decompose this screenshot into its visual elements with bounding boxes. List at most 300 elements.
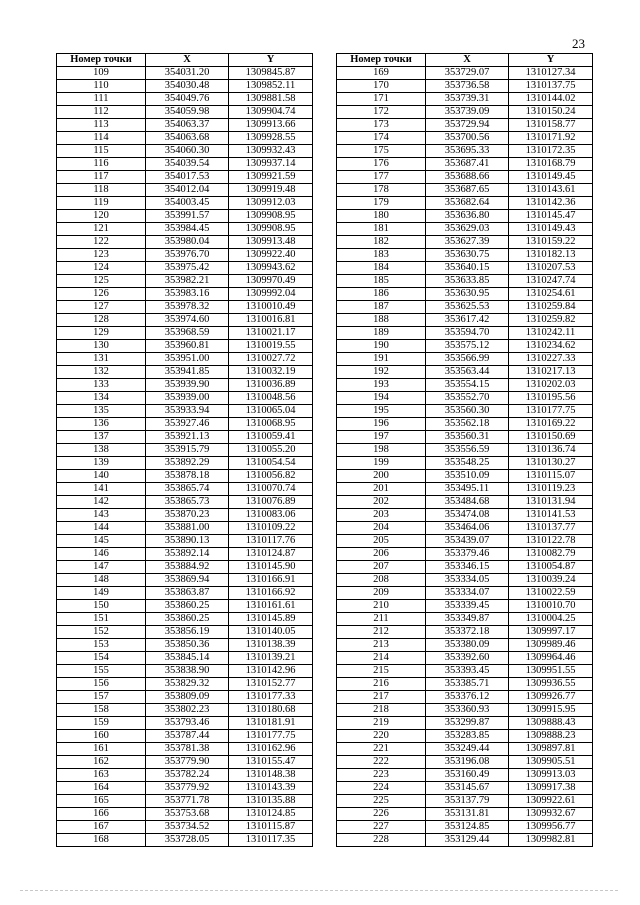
point-number-cell: 223 (337, 769, 426, 782)
point-number-cell: 175 (337, 145, 426, 158)
x-cell: 353865.73 (146, 496, 229, 509)
table-row (57, 535, 313, 548)
table-row (337, 743, 593, 756)
table-row (337, 314, 593, 327)
x-cell: 353865.74 (146, 483, 229, 496)
point-number-cell: 213 (337, 639, 426, 652)
table-row (337, 366, 593, 379)
y-cell: 1310054.54 (229, 457, 313, 470)
header-y: Y (509, 54, 593, 67)
x-cell: 354030.48 (146, 80, 229, 93)
point-number-cell: 185 (337, 275, 426, 288)
point-number-cell: 148 (57, 574, 146, 587)
point-number-cell: 114 (57, 132, 146, 145)
x-cell: 353630.75 (426, 249, 509, 262)
x-cell: 353339.45 (426, 600, 509, 613)
table-row (57, 301, 313, 314)
x-cell: 353787.44 (146, 730, 229, 743)
point-number-cell: 152 (57, 626, 146, 639)
table-row (57, 275, 313, 288)
point-number-cell: 139 (57, 457, 146, 470)
table-row (337, 652, 593, 665)
table-row (337, 574, 593, 587)
point-number-cell: 144 (57, 522, 146, 535)
y-cell: 1309926.77 (509, 691, 593, 704)
y-cell: 1310010.49 (229, 301, 313, 314)
x-cell: 353372.18 (426, 626, 509, 639)
point-number-cell: 211 (337, 613, 426, 626)
y-cell: 1310150.69 (509, 431, 593, 444)
point-number-cell: 198 (337, 444, 426, 457)
point-number-cell: 155 (57, 665, 146, 678)
x-cell: 353682.64 (426, 197, 509, 210)
x-cell: 353892.29 (146, 457, 229, 470)
table-row (57, 522, 313, 535)
header-y: Y (229, 54, 313, 67)
x-cell: 353510.09 (426, 470, 509, 483)
header-point-number: Номер точки (57, 54, 146, 67)
table-row (57, 93, 313, 106)
point-number-cell: 168 (57, 834, 146, 847)
y-cell: 1310181.91 (229, 717, 313, 730)
point-number-cell: 122 (57, 236, 146, 249)
y-cell: 1309908.95 (229, 223, 313, 236)
y-cell: 1309852.11 (229, 80, 313, 93)
table-row (337, 340, 593, 353)
y-cell: 1309951.55 (509, 665, 593, 678)
y-cell: 1310234.62 (509, 340, 593, 353)
x-cell: 353983.16 (146, 288, 229, 301)
table-row (57, 730, 313, 743)
x-cell: 353933.94 (146, 405, 229, 418)
y-cell: 1309992.04 (229, 288, 313, 301)
y-cell: 1309921.59 (229, 171, 313, 184)
point-number-cell: 228 (337, 834, 426, 847)
y-cell: 1310242.11 (509, 327, 593, 340)
x-cell: 353334.07 (426, 587, 509, 600)
x-cell: 353984.45 (146, 223, 229, 236)
point-number-cell: 119 (57, 197, 146, 210)
y-cell: 1310027.72 (229, 353, 313, 366)
y-cell: 1309912.03 (229, 197, 313, 210)
x-cell: 353856.19 (146, 626, 229, 639)
point-number-cell: 133 (57, 379, 146, 392)
point-number-cell: 196 (337, 418, 426, 431)
x-cell: 353941.85 (146, 366, 229, 379)
y-cell: 1309936.55 (509, 678, 593, 691)
y-cell: 1310207.53 (509, 262, 593, 275)
y-cell: 1309928.55 (229, 132, 313, 145)
point-number-cell: 138 (57, 444, 146, 457)
y-cell: 1310177.33 (229, 691, 313, 704)
x-cell: 353145.67 (426, 782, 509, 795)
x-cell: 353878.18 (146, 470, 229, 483)
x-cell: 354003.45 (146, 197, 229, 210)
y-cell: 1310144.02 (509, 93, 593, 106)
x-cell: 353921.13 (146, 431, 229, 444)
y-cell: 1310119.23 (509, 483, 593, 496)
y-cell: 1310145.90 (229, 561, 313, 574)
y-cell: 1310039.24 (509, 574, 593, 587)
x-cell: 353736.58 (426, 80, 509, 93)
table-row (57, 496, 313, 509)
point-number-cell: 220 (337, 730, 426, 743)
table-row (337, 418, 593, 431)
x-cell: 353636.80 (426, 210, 509, 223)
x-cell: 353124.85 (426, 821, 509, 834)
point-number-cell: 183 (337, 249, 426, 262)
point-number-cell: 204 (337, 522, 426, 535)
x-cell: 353563.44 (426, 366, 509, 379)
y-cell: 1310172.35 (509, 145, 593, 158)
y-cell: 1309913.66 (229, 119, 313, 132)
point-number-cell: 217 (337, 691, 426, 704)
point-number-cell: 156 (57, 678, 146, 691)
point-number-cell: 203 (337, 509, 426, 522)
table-row (57, 509, 313, 522)
table-row (57, 691, 313, 704)
table-row (57, 392, 313, 405)
y-cell: 1309943.62 (229, 262, 313, 275)
y-cell: 1310109.22 (229, 522, 313, 535)
y-cell: 1310065.04 (229, 405, 313, 418)
table-row (337, 145, 593, 158)
point-number-cell: 209 (337, 587, 426, 600)
y-cell: 1309937.14 (229, 158, 313, 171)
table-row (57, 444, 313, 457)
x-cell: 353360.93 (426, 704, 509, 717)
x-cell: 353379.46 (426, 548, 509, 561)
y-cell: 1310161.61 (229, 600, 313, 613)
x-cell: 353376.12 (426, 691, 509, 704)
x-cell: 353753.68 (146, 808, 229, 821)
x-cell: 353781.38 (146, 743, 229, 756)
point-number-cell: 182 (337, 236, 426, 249)
table-row (57, 379, 313, 392)
table-row (337, 587, 593, 600)
y-cell: 1310166.92 (229, 587, 313, 600)
point-number-cell: 202 (337, 496, 426, 509)
point-number-cell: 126 (57, 288, 146, 301)
point-number-cell: 190 (337, 340, 426, 353)
y-cell: 1310016.81 (229, 314, 313, 327)
point-number-cell: 208 (337, 574, 426, 587)
table-row (57, 548, 313, 561)
table-row (337, 834, 593, 847)
x-cell: 354039.54 (146, 158, 229, 171)
y-cell: 1310166.91 (229, 574, 313, 587)
table-row (57, 67, 313, 80)
y-cell: 1309905.51 (509, 756, 593, 769)
point-number-cell: 216 (337, 678, 426, 691)
point-number-cell: 157 (57, 691, 146, 704)
table-row (57, 665, 313, 678)
point-number-cell: 225 (337, 795, 426, 808)
x-cell: 353627.39 (426, 236, 509, 249)
x-cell: 353695.33 (426, 145, 509, 158)
point-number-cell: 149 (57, 587, 146, 600)
table-row (337, 210, 593, 223)
table-row (57, 80, 313, 93)
y-cell: 1310019.55 (229, 340, 313, 353)
table-row (57, 145, 313, 158)
point-number-cell: 124 (57, 262, 146, 275)
x-cell: 353884.92 (146, 561, 229, 574)
y-cell: 1310259.84 (509, 301, 593, 314)
y-cell: 1309913.03 (509, 769, 593, 782)
point-number-cell: 115 (57, 145, 146, 158)
y-cell: 1310171.92 (509, 132, 593, 145)
x-cell: 353160.49 (426, 769, 509, 782)
y-cell: 1310135.88 (229, 795, 313, 808)
table-row (57, 210, 313, 223)
point-number-cell: 123 (57, 249, 146, 262)
x-cell: 353991.57 (146, 210, 229, 223)
point-number-cell: 197 (337, 431, 426, 444)
table-row (337, 691, 593, 704)
point-number-cell: 164 (57, 782, 146, 795)
y-cell: 1310056.82 (229, 470, 313, 483)
table-header-row (57, 54, 313, 67)
y-cell: 1310149.43 (509, 223, 593, 236)
point-number-cell: 173 (337, 119, 426, 132)
x-cell: 353890.13 (146, 535, 229, 548)
y-cell: 1310141.53 (509, 509, 593, 522)
table-row (337, 431, 593, 444)
x-cell: 353464.06 (426, 522, 509, 535)
x-cell: 353838.90 (146, 665, 229, 678)
point-number-cell: 167 (57, 821, 146, 834)
x-cell: 353439.07 (426, 535, 509, 548)
y-cell: 1309888.43 (509, 717, 593, 730)
point-number-cell: 160 (57, 730, 146, 743)
table-row (337, 483, 593, 496)
y-cell: 1310122.78 (509, 535, 593, 548)
y-cell: 1310139.21 (229, 652, 313, 665)
coordinates-table-left (56, 53, 313, 847)
y-cell: 1309888.23 (509, 730, 593, 743)
point-number-cell: 210 (337, 600, 426, 613)
x-cell: 353131.81 (426, 808, 509, 821)
x-cell: 353860.25 (146, 600, 229, 613)
x-cell: 353137.79 (426, 795, 509, 808)
table-row (337, 132, 593, 145)
point-number-cell: 218 (337, 704, 426, 717)
point-number-cell: 192 (337, 366, 426, 379)
point-number-cell: 111 (57, 93, 146, 106)
table-row (57, 405, 313, 418)
point-number-cell: 150 (57, 600, 146, 613)
point-number-cell: 207 (337, 561, 426, 574)
x-cell: 353334.05 (426, 574, 509, 587)
y-cell: 1310124.87 (229, 548, 313, 561)
point-number-cell: 226 (337, 808, 426, 821)
x-cell: 353951.00 (146, 353, 229, 366)
y-cell: 1310142.36 (509, 197, 593, 210)
x-cell: 353779.92 (146, 782, 229, 795)
point-number-cell: 163 (57, 769, 146, 782)
point-number-cell: 170 (337, 80, 426, 93)
point-number-cell: 151 (57, 613, 146, 626)
y-cell: 1310140.05 (229, 626, 313, 639)
y-cell: 1310145.47 (509, 210, 593, 223)
point-number-cell: 127 (57, 301, 146, 314)
y-cell: 1310162.96 (229, 743, 313, 756)
table-row (337, 613, 593, 626)
y-cell: 1310124.85 (229, 808, 313, 821)
x-cell: 353385.71 (426, 678, 509, 691)
x-cell: 353575.12 (426, 340, 509, 353)
table-row (57, 249, 313, 262)
point-number-cell: 117 (57, 171, 146, 184)
x-cell: 353729.07 (426, 67, 509, 80)
y-cell: 1310143.61 (509, 184, 593, 197)
x-cell: 353729.94 (426, 119, 509, 132)
y-cell: 1310021.17 (229, 327, 313, 340)
y-cell: 1310150.24 (509, 106, 593, 119)
table-row (337, 301, 593, 314)
table-row (57, 314, 313, 327)
x-cell: 353129.44 (426, 834, 509, 847)
x-cell: 353560.30 (426, 405, 509, 418)
y-cell: 1309964.46 (509, 652, 593, 665)
y-cell: 1310202.03 (509, 379, 593, 392)
table-row (57, 626, 313, 639)
point-number-cell: 136 (57, 418, 146, 431)
table-row (57, 821, 313, 834)
point-number-cell: 109 (57, 67, 146, 80)
y-cell: 1310054.87 (509, 561, 593, 574)
point-number-cell: 191 (337, 353, 426, 366)
x-cell: 353809.09 (146, 691, 229, 704)
table-row (57, 470, 313, 483)
y-cell: 1309897.81 (509, 743, 593, 756)
table-row (57, 158, 313, 171)
table-row (57, 262, 313, 275)
point-number-cell: 221 (337, 743, 426, 756)
y-cell: 1310115.87 (229, 821, 313, 834)
table-row (57, 106, 313, 119)
y-cell: 1309913.48 (229, 236, 313, 249)
table-row (337, 821, 593, 834)
table-row (337, 704, 593, 717)
x-cell: 353881.00 (146, 522, 229, 535)
table-row (337, 600, 593, 613)
point-number-cell: 212 (337, 626, 426, 639)
y-cell: 1310070.74 (229, 483, 313, 496)
point-number-cell: 140 (57, 470, 146, 483)
y-cell: 1310068.95 (229, 418, 313, 431)
y-cell: 1310083.06 (229, 509, 313, 522)
point-number-cell: 134 (57, 392, 146, 405)
page-bottom-divider (20, 890, 618, 891)
point-number-cell: 188 (337, 314, 426, 327)
point-number-cell: 176 (337, 158, 426, 171)
y-cell: 1310022.59 (509, 587, 593, 600)
table-row (57, 457, 313, 470)
table-row (337, 158, 593, 171)
table-row (337, 795, 593, 808)
point-number-cell: 116 (57, 158, 146, 171)
x-cell: 353980.04 (146, 236, 229, 249)
x-cell: 353594.70 (426, 327, 509, 340)
y-cell: 1310177.75 (509, 405, 593, 418)
y-cell: 1310076.89 (229, 496, 313, 509)
point-number-cell: 110 (57, 80, 146, 93)
x-cell: 353566.99 (426, 353, 509, 366)
point-number-cell: 219 (337, 717, 426, 730)
table-row (57, 236, 313, 249)
table-row (57, 795, 313, 808)
x-cell: 353687.41 (426, 158, 509, 171)
table-row (57, 288, 313, 301)
table-row (337, 262, 593, 275)
x-cell: 353975.42 (146, 262, 229, 275)
table-body-left (57, 67, 313, 847)
table-row (337, 444, 593, 457)
x-cell: 353380.09 (426, 639, 509, 652)
x-cell: 353249.44 (426, 743, 509, 756)
table-row (337, 379, 593, 392)
y-cell: 1309917.38 (509, 782, 593, 795)
point-number-cell: 180 (337, 210, 426, 223)
x-cell: 353283.85 (426, 730, 509, 743)
point-number-cell: 130 (57, 340, 146, 353)
table-row (57, 184, 313, 197)
point-number-cell: 159 (57, 717, 146, 730)
x-cell: 353960.81 (146, 340, 229, 353)
point-number-cell: 179 (337, 197, 426, 210)
table-row (57, 197, 313, 210)
header-x: X (146, 54, 229, 67)
point-number-cell: 206 (337, 548, 426, 561)
table-row (57, 418, 313, 431)
table-row (337, 119, 593, 132)
x-cell: 353939.90 (146, 379, 229, 392)
point-number-cell: 158 (57, 704, 146, 717)
point-number-cell: 121 (57, 223, 146, 236)
y-cell: 1310137.75 (509, 80, 593, 93)
x-cell: 353739.31 (426, 93, 509, 106)
y-cell: 1310142.96 (229, 665, 313, 678)
point-number-cell: 147 (57, 561, 146, 574)
table-row (337, 522, 593, 535)
point-number-cell: 172 (337, 106, 426, 119)
point-number-cell: 194 (337, 392, 426, 405)
point-number-cell: 201 (337, 483, 426, 496)
x-cell: 353393.45 (426, 665, 509, 678)
point-number-cell: 153 (57, 639, 146, 652)
table-row (337, 197, 593, 210)
x-cell: 353349.87 (426, 613, 509, 626)
x-cell: 354060.30 (146, 145, 229, 158)
y-cell: 1310117.35 (229, 834, 313, 847)
table-row (337, 80, 593, 93)
y-cell: 1310115.07 (509, 470, 593, 483)
table-body-right (337, 67, 593, 847)
table-row (337, 327, 593, 340)
x-cell: 353700.56 (426, 132, 509, 145)
y-cell: 1310158.77 (509, 119, 593, 132)
point-number-cell: 162 (57, 756, 146, 769)
table-row (57, 782, 313, 795)
x-cell: 354063.37 (146, 119, 229, 132)
y-cell: 1310169.22 (509, 418, 593, 431)
table-row (57, 756, 313, 769)
table-row (57, 483, 313, 496)
x-cell: 353629.03 (426, 223, 509, 236)
point-number-cell: 142 (57, 496, 146, 509)
